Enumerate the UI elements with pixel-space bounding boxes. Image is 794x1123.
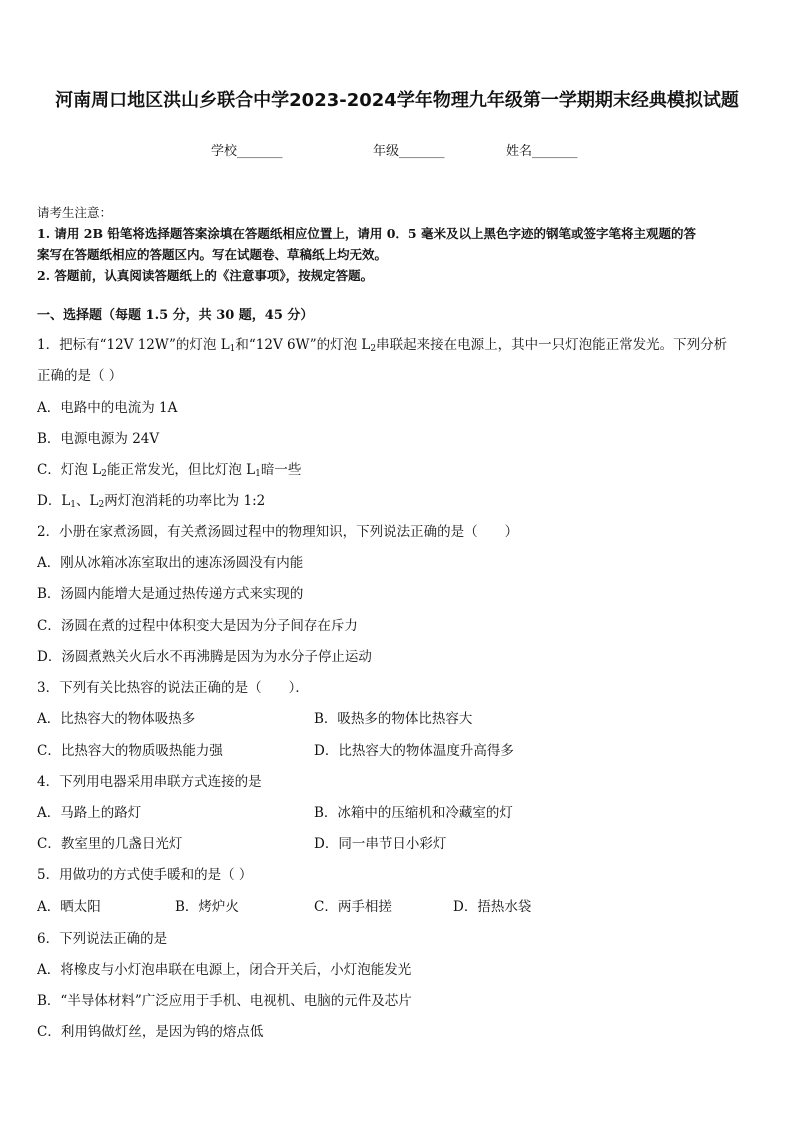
q3-option-d: D．比热容大的物体温度升高得多 bbox=[314, 743, 514, 759]
q4-option-c: C．教室里的几盏日光灯 bbox=[37, 836, 183, 852]
q1-option-b: B．电源电源为 24V bbox=[37, 431, 160, 447]
q3-option-c: C．比热容大的物质吸热能力强 bbox=[37, 743, 223, 759]
notice-block bbox=[37, 202, 759, 286]
notice-item-2: 2. 答题前，认真阅读答题纸上的《注意事项》，按规定答题。 bbox=[37, 268, 374, 283]
exam-title: 河南周口地区洪山乡联合中学2023-2024学年物理九年级第一学期期末经典模拟试题 bbox=[55, 90, 739, 111]
q5-option-c: C．两手相搓 bbox=[314, 899, 392, 915]
notice-heading: 请考生注意： bbox=[37, 205, 113, 220]
name-field: 姓名_______ bbox=[506, 144, 578, 159]
q4-stem: 4．下列用电器采用串联方式连接的是 bbox=[37, 774, 262, 790]
q5-stem: 5．用做功的方式使手暖和的是（ ） bbox=[37, 867, 253, 883]
q2-option-c: C．汤圆在煮的过程中体积变大是因为分子间存在斥力 bbox=[37, 618, 358, 634]
q4-option-b: B．冰箱中的压缩机和冷藏室的灯 bbox=[314, 805, 513, 821]
school-field: 学校_______ bbox=[211, 144, 283, 159]
q4-option-d: D．同一串节日小彩灯 bbox=[314, 836, 447, 852]
q6-stem: 6．下列说法正确的是 bbox=[37, 931, 168, 947]
q2-option-a: A．刚从冰箱冰冻室取出的速冻汤圆没有内能 bbox=[37, 555, 304, 571]
q1-stem-line-2: 正确的是（ ） bbox=[37, 368, 123, 384]
q4-option-a: A．马路上的路灯 bbox=[37, 805, 142, 821]
q1-stem: 1．把标有“12V 12W”的灯泡 $L_1$和“12V 6W”的灯泡 $L_2$串联起来接在电源上，其中一只灯泡能正常发光。下列分析 bbox=[37, 337, 728, 354]
notice-item-1-line-1: 1. 请用 2B 铅笔将选择题答案涂填在答题纸相应位置上，请用 0．5 毫米及以上黑色字迹的钢笔或签字笔将主观题的答 bbox=[37, 226, 696, 241]
q6-option-a: A．将橡皮与小灯泡串联在电源上，闭合开关后，小灯泡能发光 bbox=[37, 962, 412, 978]
q3-option-b: B．吸热多的物体比热容大 bbox=[314, 711, 473, 727]
q2-stem: 2．小册在家煮汤圆，有关煮汤圆过程中的物理知识，下列说法正确的是（ ） bbox=[37, 524, 519, 540]
notice-item-1-line-2: 案写在答题纸相应的答题区内。写在试题卷、草稿纸上均无效。 bbox=[37, 247, 388, 262]
q2-option-d: D．汤圆煮熟关火后水不再沸腾是因为为水分子停止运动 bbox=[37, 649, 372, 665]
q1-option-c: C．灯泡 $L_2$能正常发光，但比灯泡 $L_1$暗一些 bbox=[37, 462, 302, 479]
q5-option-a: A．晒太阳 bbox=[37, 899, 101, 915]
q1-option-a: A．电路中的电流为 1A bbox=[37, 400, 178, 416]
q3-option-a: A．比热容大的物体吸热多 bbox=[37, 711, 196, 727]
q3-stem: 3．下列有关比热容的说法正确的是（ ）． bbox=[37, 680, 309, 696]
q6-option-c: C．利用钨做灯丝，是因为钨的熔点低 bbox=[37, 1024, 264, 1040]
q2-option-b: B．汤圆内能增大是通过热传递方式来实现的 bbox=[37, 586, 304, 602]
q6-option-b: B．“半导体材料”广泛应用于手机、电视机、电脑的元件及芯片 bbox=[37, 993, 412, 1009]
q5-option-b: B．烤炉火 bbox=[175, 899, 239, 915]
q5-option-d: D．捂热水袋 bbox=[453, 899, 532, 915]
q1-option-d: D．$L_1$、$L_2$两灯泡消耗的功率比为 1:2 bbox=[37, 493, 266, 510]
grade-field: 年级_______ bbox=[373, 144, 445, 159]
section-heading: 一、选择题（每题 1.5 分，共 30 题，45 分） bbox=[37, 308, 314, 323]
